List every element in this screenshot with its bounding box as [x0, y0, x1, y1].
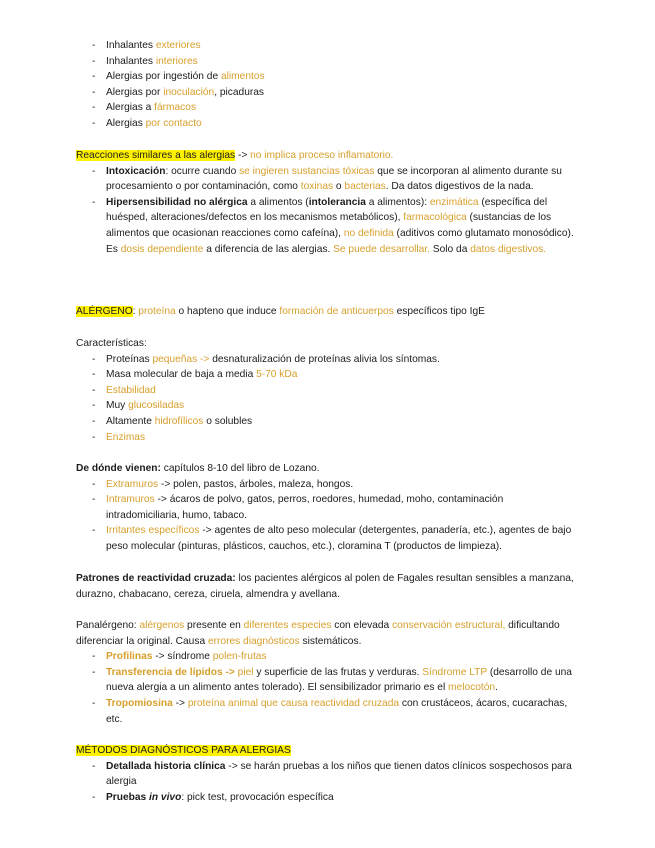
sources-list: [76, 477, 576, 555]
list-item: - Alergias a fármacos: [76, 100, 576, 116]
list-item: - Tropomiosina -> proteína animal que causa reactividad cruzada con crustáceos, ácaros, cucarachas, etc.: [76, 696, 576, 727]
allergy-types-section: [76, 38, 576, 132]
list-item: - Muy glucosiladas: [76, 398, 576, 414]
characteristics-section: [76, 336, 576, 445]
list-item: - Alergias por ingestión de alimentos: [76, 69, 576, 85]
list-item: - Alergias por inoculación, picaduras: [76, 85, 576, 101]
list-item: - Enzimas: [76, 430, 576, 446]
list-item: - Transferencia de lípidos -> piel y superficie de las frutas y verduras. Síndrome LTP (desarrollo de una nueva alergia a un alimento antes tolerado). El sensibilizador primario es el melocotón.: [76, 665, 576, 696]
characteristics-heading: Características:: [76, 338, 147, 349]
allergen-definition: ALÉRGENO: proteína o hapteno que induce formación de anticuerpos específicos tipo IgE: [76, 306, 485, 317]
diagnostic-methods-list: [76, 759, 576, 806]
list-item: - Intramuros -> ácaros de polvo, gatos, perros, roedores, humedad, moho, contaminación intradomiciliaria, humo, tabaco.: [76, 492, 576, 523]
panallergen-term: Panalérgeno:: [76, 620, 140, 631]
list-item: - Pruebas in vivo: pick test, provocación específica: [76, 790, 576, 806]
diagnostic-methods-section: [76, 743, 576, 805]
allergy-types-list: [76, 38, 576, 132]
list-item: - Proteínas pequeñas -> desnaturalización de proteínas alivia los síntomas.: [76, 352, 576, 368]
list-item: - Extramuros -> polen, pastos, árboles, maleza, hongos.: [76, 477, 576, 493]
list-item: - Detallada historia clínica -> se harán pruebas a los niños que tienen datos clínicos sospechosos para alergia: [76, 759, 576, 790]
similar-reactions-list: [76, 164, 576, 258]
allergen-term: ALÉRGENO: [76, 306, 133, 317]
characteristics-list: [76, 352, 576, 446]
similar-reactions-heading: Reacciones similares a las alergias -> no implica proceso inflamatorio.: [76, 150, 394, 161]
panallergen-list: [76, 649, 576, 727]
list-item: - Masa molecular de baja a media 5-70 kDa: [76, 367, 576, 383]
similar-reactions-section: [76, 148, 576, 257]
list-item: - Altamente hidrofílicos o solubles: [76, 414, 576, 430]
list-item: - Alergias por contacto: [76, 116, 576, 132]
list-item: - Hipersensibilidad no alérgica a alimentos (intolerancia a alimentos): enzimática (específica del huésped, alteraciones/defectos en los mecanismos metabólicos), farmacológica (sustancias de los alimentos que ocasionan reacciones como cafeína), no definida (aditivos como glutamato monosódico). Es dosis dependiente a diferencia de las alergias. Se puede desarrollar. Solo da datos digestivos.: [76, 195, 576, 257]
cross-reactivity-heading: Patrones de reactividad cruzada:: [76, 573, 236, 584]
list-item: - Profilinas -> síndrome polen-frutas: [76, 649, 576, 665]
list-item: - Intoxicación: ocurre cuando se ingieren sustancias tóxicas que se incorporan al alimento durante su procesamiento o por contaminación, como toxinas o bacterias. Da datos digestivos de la nada.: [76, 164, 576, 195]
list-item: - Inhalantes exteriores: [76, 38, 576, 54]
list-item: - Inhalantes interiores: [76, 54, 576, 70]
diagnostic-methods-heading: MÉTODOS DIAGNÓSTICOS PARA ALERGIAS: [76, 745, 291, 756]
sources-section: De dónde vienen: capítulos 8-10 del libro de Lozano. - Extramuros -> polen, pastos, árboles, maleza, hongos. - Intramuros -> ácaros de polvo, gatos, perros, roedores, humedad, moho, contaminación intradomiciliaria, humo, tabaco. - Irritantes específicos -> agentes de alto peso molecular (detergentes, panadería, etc.), agentes de bajo peso molecular (pinturas, plásticos, cauchos, etc.), cloramina T (productos de limpieza).: [76, 461, 576, 555]
panallergen-section: Panalérgeno: alérgenos presente en diferentes especies con elevada conservación estructural, dificultando diferenciar la original. Causa errores diagnósticos sistemáticos. - Profilinas -> síndrome polen-frutas - Transferencia de lípidos -> piel y superficie de las frutas y verduras. Síndrome LTP (desarrollo de una nueva alergia a un alimento antes tolerado). El sensibilizador primario es el melocotón. - Tropomiosina -> proteína animal que causa reactividad cruzada con crustáceos, ácaros, cucarachas, etc.: [76, 618, 576, 727]
list-item: - Estabilidad: [76, 383, 576, 399]
list-item: - Irritantes específicos -> agentes de alto peso molecular (detergentes, panadería, etc.), agentes de bajo peso molecular (pinturas, plásticos, cauchos, etc.), cloramina T (productos de limpieza).: [76, 523, 576, 554]
sources-heading: De dónde vienen:: [76, 463, 161, 474]
cross-reactivity-section: Patrones de reactividad cruzada: los pacientes alérgicos al polen de Fagales resultan sensibles a manzana, durazno, chabacano, cereza, ciruela, almendra y avellana.: [76, 573, 574, 600]
